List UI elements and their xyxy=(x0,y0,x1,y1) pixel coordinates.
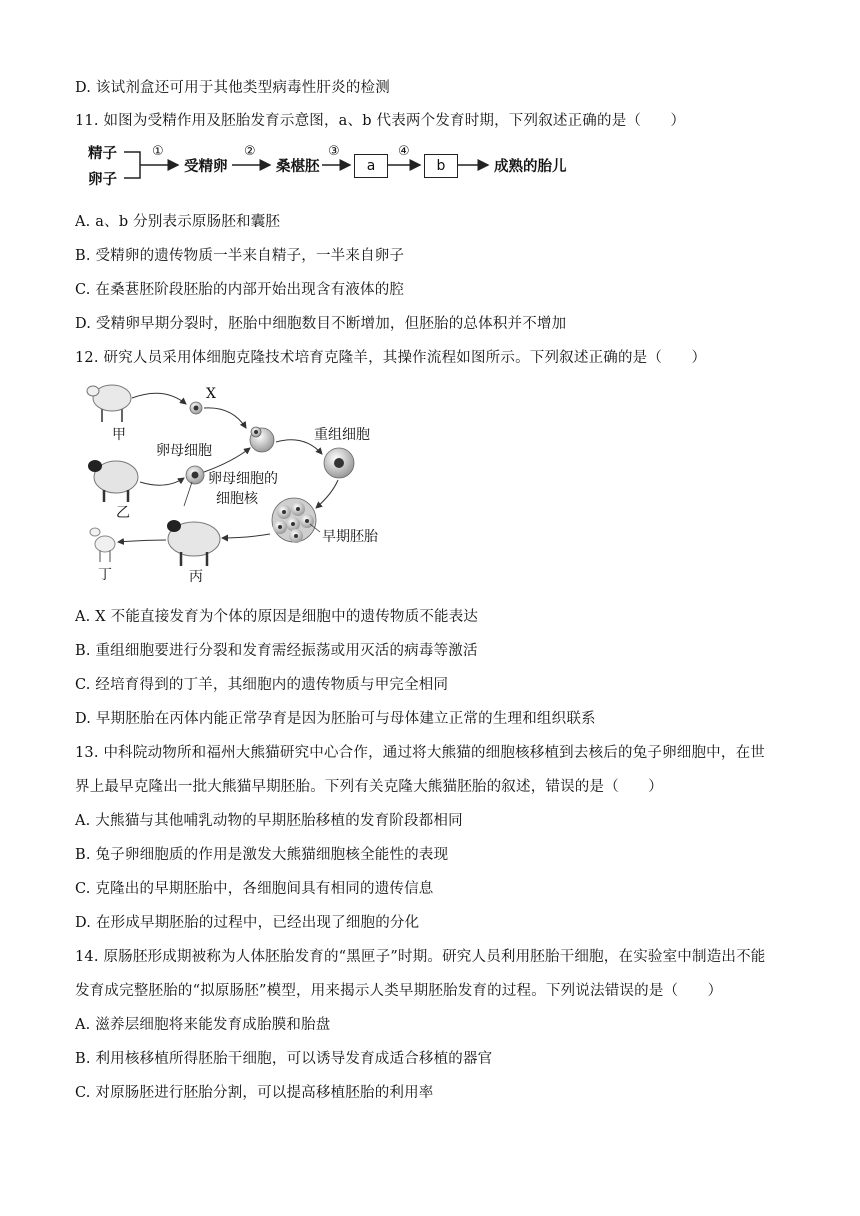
text-line-l11: D. 早期胚胎在丙体内能正常孕育是因为胚胎可与母体建立正常的生理和组织联系 xyxy=(75,711,596,727)
text-line-l09: B. 重组细胞要进行分裂和发育需经振荡或用灭活的病毒等激活 xyxy=(75,643,478,659)
recombinant-cell-label: 重组细胞 xyxy=(314,427,370,443)
oocyte-nucleus-label-1: 卵母细胞的 xyxy=(208,471,278,487)
text-line-l22: C. 对原肠胚进行胚胎分割，可以提高移植胚胎的利用率 xyxy=(75,1085,434,1101)
text-line-l08: A. X 不能直接发育为个体的原因是细胞中的遗传物质不能表达 xyxy=(75,609,479,625)
text-line-l20: A. 滋养层细胞将来能发育成胎膜和胎盘 xyxy=(75,1017,331,1033)
early-embryo-label: 早期胚胎 xyxy=(322,529,378,545)
stage-b-box: b xyxy=(424,154,458,178)
x-label: X xyxy=(206,386,216,402)
sheep-jia-label: 甲 xyxy=(112,427,126,443)
step-1-label: ① xyxy=(152,144,164,159)
fertilization-flowchart xyxy=(86,140,606,196)
text-line-l05: C. 在桑葚胚阶段胚胎的内部开始出现含有液体的腔 xyxy=(75,282,405,298)
text-line-l13: 界上最早克隆出一批大熊猫早期胚胎。下列有关克隆大熊猫胚胎的叙述，错误的是（ ） xyxy=(75,779,663,795)
step-2-label: ② xyxy=(244,144,256,159)
sheep-yi-label: 乙 xyxy=(116,505,130,521)
text-line-l04: B. 受精卵的遗传物质一半来自精子，一半来自卵子 xyxy=(75,248,405,264)
fetus-label: 成熟的胎儿 xyxy=(494,159,567,175)
sheep-ding-label: 丁 xyxy=(98,567,112,583)
sheep-bing-icon xyxy=(167,520,220,566)
text-line-l17: D. 在形成早期胚胎的过程中，已经出现了细胞的分化 xyxy=(75,915,420,931)
oocyte-label: 卵母细胞 xyxy=(156,443,212,459)
recombinant-cell-icon xyxy=(324,448,354,478)
fusion-cell-icon xyxy=(250,427,274,452)
oocyte-nucleus-label-2: 细胞核 xyxy=(216,491,258,507)
morula-label: 桑椹胚 xyxy=(276,159,320,175)
lamb-ding-icon xyxy=(90,528,115,562)
sperm-label: 精子 xyxy=(88,146,117,162)
text-line-l06: D. 受精卵早期分裂时，胚胎中细胞数目不断增加，但胚胎的总体积并不增加 xyxy=(75,316,567,332)
text-line-l01: D. 该试剂盒还可用于其他类型病毒性肝炎的检测 xyxy=(75,80,390,96)
text-line-l16: C. 克隆出的早期胚胎中，各细胞间具有相同的遗传信息 xyxy=(75,881,434,897)
text-line-l07: 12. 研究人员采用体细胞克隆技术培育克隆羊，其操作流程如图所示。下列叙述正确的是（ ） xyxy=(75,350,707,366)
text-line-l14: A. 大熊猫与其他哺乳动物的早期胚胎移植的发育阶段都相同 xyxy=(75,813,463,829)
text-line-l19: 发育成完整胚胎的“拟原肠胚”模型，用来揭示人类早期胚胎发育的过程。下列说法错误的是（ ） xyxy=(75,983,723,999)
egg-label: 卵子 xyxy=(88,172,117,188)
text-line-l21: B. 利用核移植所得胚胎干细胞，可以诱导发育成适合移植的器官 xyxy=(75,1051,493,1067)
x-cell-icon xyxy=(190,402,202,414)
text-line-l15: B. 兔子卵细胞质的作用是激发大熊猫细胞核全能性的表现 xyxy=(75,847,449,863)
cloning-diagram xyxy=(86,382,406,586)
step-4-label: ④ xyxy=(398,144,410,159)
text-line-l10: C. 经培育得到的丁羊，其细胞内的遗传物质与甲完全相同 xyxy=(75,677,449,693)
stage-a-box: a xyxy=(354,154,388,178)
sheep-bing-label: 丙 xyxy=(189,569,203,585)
text-line-l18: 14. 原肠胚形成期被称为人体胚胎发育的“黑匣子”时期。研究人员利用胚胎干细胞，在实验室中制造出不能 xyxy=(75,949,766,965)
text-line-l12: 13. 中科院动物所和福州大熊猫研究中心合作，通过将大熊猫的细胞核移植到去核后的兔子卵细胞中，在世 xyxy=(75,745,765,761)
oocyte-icon xyxy=(186,466,204,484)
step-3-label: ③ xyxy=(328,144,340,159)
sheep-jia-icon xyxy=(87,385,131,422)
sheep-yi-icon xyxy=(88,460,138,502)
zygote-label: 受精卵 xyxy=(184,159,228,175)
text-line-l02: 11. 如图为受精作用及胚胎发育示意图，a、b 代表两个发育时期，下列叙述正确的是（ ） xyxy=(75,113,686,129)
text-line-l03: A. a、b 分别表示原肠胚和囊胚 xyxy=(75,214,281,230)
early-embryo-icon xyxy=(272,498,316,543)
